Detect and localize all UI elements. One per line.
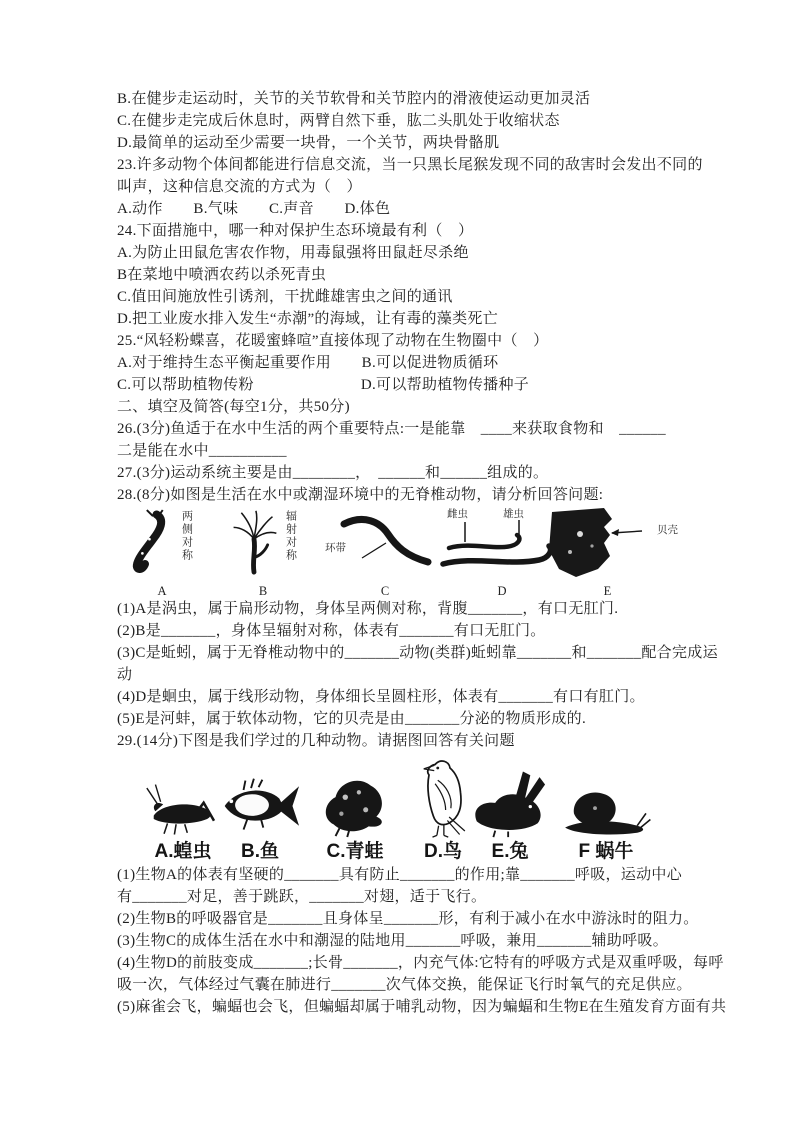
text-line: (2)生物B的呼吸器官是_______且身体呈_______形，有利于减小在水中游泳时的阻力。 bbox=[117, 911, 699, 927]
text-line: (2)B是_______，身体呈辐射对称，体表有_______有口无肛门。 bbox=[117, 623, 546, 639]
text-line: D.最简单的运动至少需要一块骨，一个关节，两块骨骼肌 bbox=[117, 135, 500, 151]
specimen-b bbox=[220, 506, 306, 598]
text-line: (3)C是蚯蚓，属于无脊椎动物中的_______动物(类群)蚯蚓靠_______和_______配合完成运 bbox=[117, 645, 718, 661]
exam-body bbox=[117, 88, 727, 1018]
text-line: 叫声，这种信息交流的方式为（ ） bbox=[117, 179, 362, 195]
animal-frog bbox=[310, 752, 400, 864]
text-line: A.为防止田鼠危害农作物，用毒鼠强将田鼠赶尽杀绝 bbox=[117, 245, 469, 261]
figure-annotation: 辐射对称 bbox=[284, 510, 297, 562]
figure-letter: B bbox=[258, 584, 268, 598]
text-line: D.把工业废水排入发生“赤潮”的海域，让有毒的藻类死亡 bbox=[117, 311, 499, 327]
text-line: B.在健步走运动时，关节的关节软骨和关节腔内的滑液使运动更加灵活 bbox=[117, 91, 591, 107]
specimen-a bbox=[118, 506, 206, 598]
rabbit-figure bbox=[466, 766, 554, 838]
text-line: (5)麻雀会飞，蝙蝠也会飞，但蝙蝠却属于哺乳动物，因为蝙蝠和生物E在生殖发育方面有共 bbox=[117, 999, 727, 1015]
q28-figure bbox=[117, 506, 697, 598]
text-line: 24.下面措施中，哪一种对保护生态环境最有利（ ） bbox=[117, 223, 474, 239]
text-line: 动 bbox=[117, 667, 133, 683]
text-line: 26.(3分)鱼适于在水中生活的两个重要特点:一是能靠 ____来获取食物和 ______ bbox=[117, 421, 666, 437]
text-line: 二是能在水中__________ bbox=[117, 443, 287, 459]
animal-label: B.鱼 bbox=[240, 841, 279, 862]
text-line: 有_______对足，善于跳跃，_______对翅，适于飞行。 bbox=[117, 889, 487, 905]
text-line: A.对于维持生态平衡起重要作用 B.可以促进物质循环 bbox=[117, 355, 499, 371]
text-line: 27.(3分)运动系统主要是由________， ______和______组成的。 bbox=[117, 465, 549, 481]
figure-annotation: 环带 bbox=[325, 543, 346, 554]
mussel-figure bbox=[542, 506, 674, 582]
figure-letter: A bbox=[157, 584, 167, 598]
animal-fish bbox=[215, 752, 305, 864]
figure-annotation: 贝壳 bbox=[657, 525, 678, 536]
text-line: (4)生物D的前肢变成_______;长骨_______，内充气体:它特有的呼吸方式是双重呼吸，每呼 bbox=[117, 955, 724, 971]
text-line: (3)生物C的成体生活在水中和潮湿的陆地用_______呼吸，兼用_______辅助呼吸。 bbox=[117, 933, 668, 949]
animal-snail bbox=[551, 752, 661, 864]
text-line: 25.“风轻粉蝶喜，花暖蜜蜂喧”直接体现了动物在生物圈中（ ） bbox=[117, 333, 549, 349]
flatworm-figure bbox=[130, 506, 176, 576]
text-line: C.在健步走完成后休息时，两臂自然下垂，肱二头肌处于收缩状态 bbox=[117, 113, 560, 129]
text-line: (5)E是河蚌，属于软体动物，它的贝壳是由_______分泌的物质形成的. bbox=[117, 711, 587, 727]
text-line: B在菜地中喷洒农药以杀死青虫 bbox=[117, 267, 327, 283]
text-line: A.动作 B.气味 C.声音 D.体色 bbox=[117, 201, 391, 217]
frog-figure bbox=[316, 768, 394, 838]
text-line: 23.许多动物个体间都能进行信息交流，当一只黑长尾猴发现不同的敌害时会发出不同的 bbox=[117, 157, 703, 173]
animal-rabbit bbox=[465, 752, 555, 864]
text-line: C.值田间施放性引诱剂，干扰雌雄害虫之间的通讯 bbox=[117, 289, 453, 305]
figure-letter: E bbox=[603, 584, 612, 598]
text-line: (4)D是蛔虫，属于线形动物，身体细长呈圆柱形，体表有_______有口有肛门。 bbox=[117, 689, 645, 705]
specimen-e bbox=[535, 506, 680, 598]
snail-figure bbox=[555, 780, 657, 838]
text-line: (1)A是涡虫，属于扁形动物，身体呈两侧对称，背腹_______，有口无肛门. bbox=[117, 601, 619, 617]
text-line: 29.(14分)下图是我们学过的几种动物。请据图回答有关问题 bbox=[117, 733, 515, 749]
figure-annotation: 雌虫 bbox=[447, 509, 468, 520]
animal-label: D.鸟 bbox=[423, 841, 462, 862]
figure-annotation: 雄虫 bbox=[503, 509, 524, 520]
figure-letter: D bbox=[497, 584, 507, 598]
animal-label: C.青蛙 bbox=[326, 841, 384, 862]
specimen-c bbox=[325, 506, 445, 598]
section-header: 二、填空及简答(每空1分，共50分) bbox=[117, 399, 350, 415]
text-line: (1)生物A的体表有坚硬的_______具有防止_______的作用;靠_______呼吸，运动中心 bbox=[117, 867, 682, 883]
text-line: 吸一次，气体经过气囊在肺进行_______次气体交换，能保证飞行时氧气的充足供应。 bbox=[117, 977, 692, 993]
fish-figure bbox=[214, 774, 306, 838]
figure-letter: C bbox=[380, 584, 390, 598]
text-line: C.可以帮助植物传粉 D.可以帮助植物传播种子 bbox=[117, 377, 530, 393]
figure-annotation: 两侧对称 bbox=[180, 510, 193, 562]
hydra-figure bbox=[228, 506, 280, 576]
animal-label: E.兔 bbox=[491, 841, 529, 862]
text-line: 28.(8分)如图是生活在水中或潮湿环境中的无脊椎动物，请分析回答问题: bbox=[117, 487, 604, 503]
q29-figure bbox=[117, 752, 697, 864]
animal-label: A.蝗虫 bbox=[154, 841, 212, 862]
animal-label: F 蜗牛 bbox=[578, 841, 634, 862]
